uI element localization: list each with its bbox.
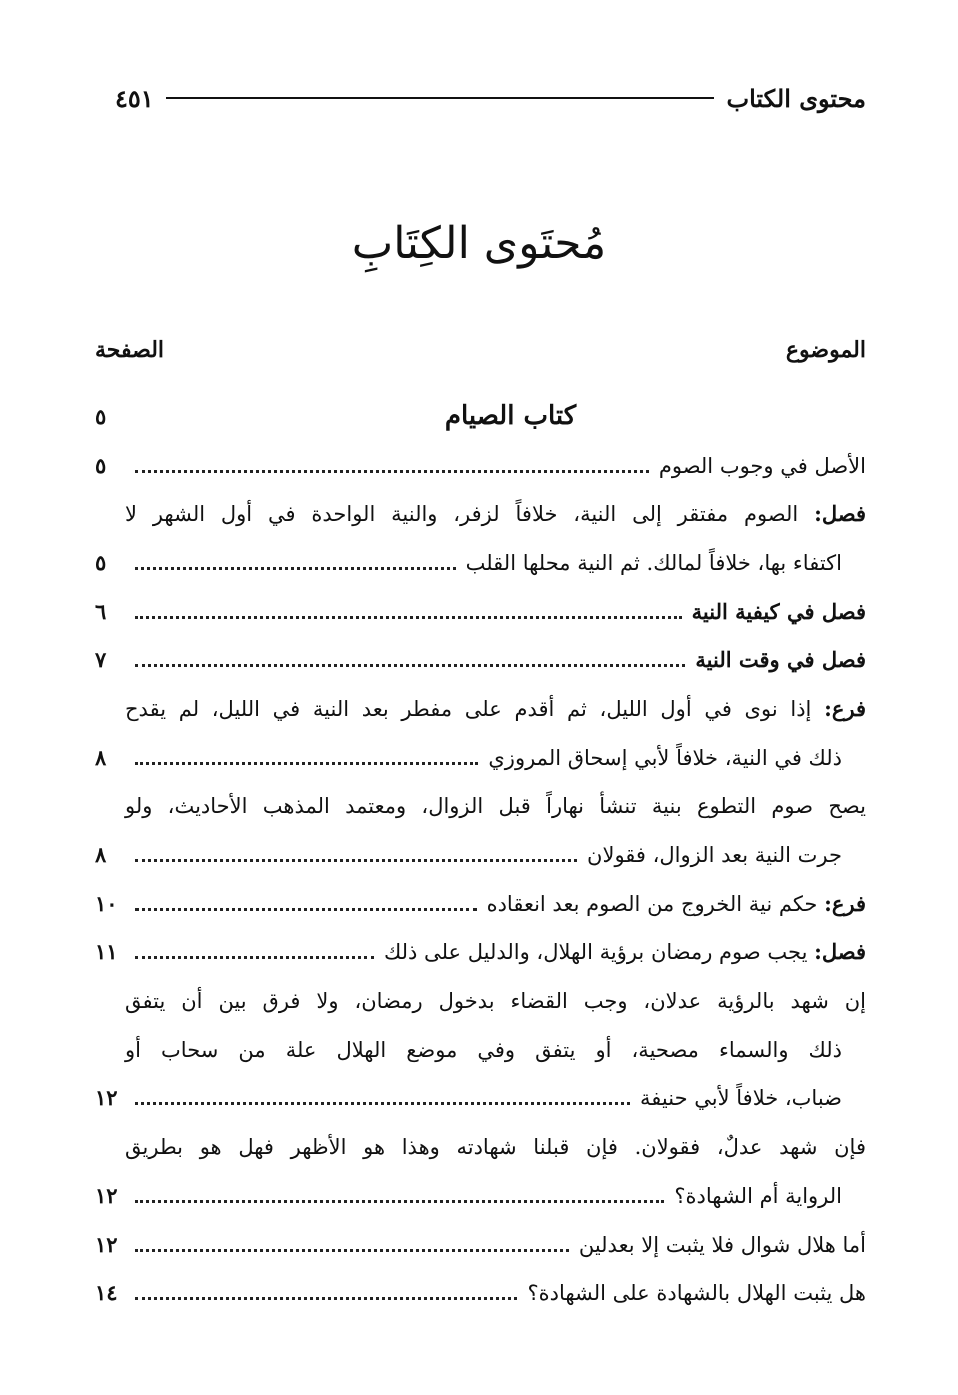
toc-entry: [95, 1220, 866, 1269]
running-header: [115, 78, 866, 118]
entry-page: ٧: [95, 647, 107, 673]
entry-page: ٥: [95, 549, 107, 575]
book-title: كتاب الصيام: [444, 401, 577, 432]
leader-dots: [135, 908, 477, 911]
topic-column-header: الموضوع: [785, 337, 866, 363]
entry-page: ١٤: [95, 1280, 118, 1306]
toc-entry: [95, 635, 866, 684]
toc-entry: [95, 1171, 866, 1220]
leader-dots: [135, 1297, 517, 1300]
toc-list: [95, 392, 866, 1317]
entry-page: ١٢: [95, 1182, 118, 1208]
toc-entry: [95, 587, 866, 636]
entry-text: فرع: إذا نوى في أول الليل، ثم أقدم على مفطر بعد النية في الليل، لم يقدح: [125, 695, 866, 721]
running-title: محتوى الكتاب: [726, 83, 866, 113]
entry-text: الرواية أم الشهادة؟: [674, 1183, 842, 1208]
leader-dots: [135, 956, 374, 959]
book-page: ٥: [95, 403, 107, 429]
entry-text: أما هلال شوال فلا يثبت إلا بعدلين: [578, 1232, 866, 1257]
entry-page: ٥: [95, 452, 107, 478]
entry-text: فصل في وقت النية: [695, 647, 866, 673]
entry-text: جرت النية بعد الزوال، فقولان: [587, 843, 842, 868]
entry-text: ضباب، خلافاً لأبي حنيفة: [640, 1086, 842, 1111]
entry-text: اكتفاء بها، خلافاً لمالك. ثم النية محلها القلب: [465, 550, 842, 575]
entry-page: ٨: [95, 842, 107, 868]
leader-dots: [135, 470, 649, 473]
page-number: ٤٥١: [115, 83, 154, 113]
toc-entry: [95, 538, 866, 587]
entry-text: فصل: الصوم مفتقر إلى النية، خلافاً لزفر، والنية الواحدة في أول الشهر لا: [125, 501, 866, 527]
entry-page: ١١: [95, 939, 118, 965]
entry-text: ذلك في النية، خلافاً لأبي إسحاق المروزي: [488, 745, 842, 770]
leader-dots: [135, 859, 577, 862]
toc-entry: [95, 489, 866, 538]
leader-dots: [135, 664, 685, 667]
entry-page: ٨: [95, 744, 107, 770]
entry-page: ٦: [95, 598, 107, 624]
entry-text: فصل: يجب صوم رمضان برؤية الهلال، والدليل على ذلك: [383, 939, 866, 965]
entry-page: ١٢: [95, 1085, 118, 1111]
leader-dots: [135, 1249, 569, 1252]
toc-entry: [95, 1025, 866, 1074]
toc-entry: [95, 782, 866, 831]
toc-entry: [95, 830, 866, 879]
toc-entry: [95, 879, 866, 928]
header-rule: [166, 97, 715, 99]
entry-text: يصح صوم التطوع بنية تنشأ نهاراً قبل الزوال، ومعتمد المذهب الأحاديث، ولو: [125, 794, 866, 819]
leader-dots: [135, 567, 456, 570]
toc-entry: [95, 1268, 866, 1317]
entry-text: فصل في كيفية النية: [691, 598, 866, 624]
entry-page: ١٢: [95, 1231, 118, 1257]
leader-dots: [135, 1200, 664, 1203]
toc-entry: [95, 441, 866, 490]
leader-dots: [135, 616, 682, 619]
toc-entry: [95, 1074, 866, 1123]
toc-entry: [95, 684, 866, 733]
entry-text: الأصل في وجوب الصوم: [658, 453, 866, 478]
toc-entry: [95, 733, 866, 782]
entry-text: إن شهد بالرؤية عدلان، وجب القضاء بدخول رمضان، ولا فرق بين أن يتفق: [125, 989, 866, 1014]
entry-text: هل يثبت الهلال بالشهادة على الشهادة؟: [527, 1281, 866, 1306]
page-title: مُحتَوى الكِتَابِ: [351, 218, 607, 269]
entry-text: فرع: حكم نية الخروج من الصوم بعد انعقاده: [486, 890, 866, 916]
leader-dots: [135, 762, 478, 765]
toc-entry: [95, 976, 866, 1025]
entry-text: فإن شهد عدلٌ، فقولان. فإن قبلنا شهادته وهذا هو الأظهر فهل هو بطريق: [125, 1135, 866, 1160]
toc-entry: [95, 1122, 866, 1171]
entry-text: ذلك والسماء مصحية، أو يتفق وفي موضع الهلال علة من سحاب أو: [125, 1037, 842, 1062]
leader-dots: [135, 1102, 630, 1105]
column-headers: [95, 330, 866, 370]
toc-entry: [95, 928, 866, 977]
page-column-header: الصفحة: [95, 337, 165, 363]
entry-page: ١٠: [95, 890, 118, 916]
book-heading-row: [95, 392, 866, 441]
